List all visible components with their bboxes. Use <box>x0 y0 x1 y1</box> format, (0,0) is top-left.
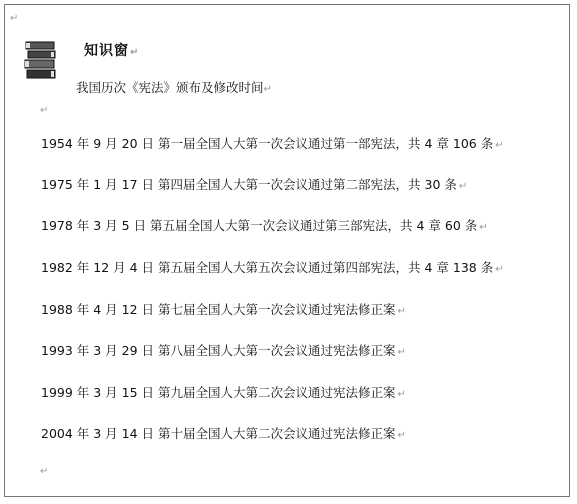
paragraph-mark: ↵ <box>495 264 504 275</box>
history-entry <box>41 258 504 276</box>
entry-text: 1954 年 9 月 20 日 第一届全国人大第一次会议通过第一部宪法，共 4 章 106 条 <box>41 136 494 151</box>
paragraph-mark: ↵ <box>130 47 140 58</box>
entry-text: 2004 年 3 月 14 日 第十届全国人大第二次会议通过宪法修正案 <box>41 426 396 441</box>
history-entry <box>41 134 504 152</box>
paragraph-mark: ↵ <box>479 222 488 233</box>
paragraph-mark: ↵ <box>263 84 272 95</box>
paragraph-mark: ↵ <box>397 389 406 400</box>
entry-text: 1993 年 3 月 29 日 第八届全国人大第一次会议通过宪法修正案 <box>41 343 396 358</box>
history-entry <box>41 300 406 318</box>
entry-text: 1975 年 1 月 17 日 第四届全国人大第一次会议通过第二部宪法，共 30 条 <box>41 177 457 192</box>
history-entry <box>41 383 406 401</box>
books-icon <box>23 40 59 80</box>
history-entry <box>41 175 467 193</box>
heading-title <box>84 40 139 60</box>
paragraph-mark: ↵ <box>40 105 49 116</box>
entry-text: 1978 年 3 月 5 日 第五届全国人大第一次会议通过第三部宪法，共 4 章 60 条 <box>41 218 478 233</box>
paragraph-mark: ↵ <box>10 13 19 24</box>
subtitle <box>76 78 272 96</box>
paragraph-mark: ↵ <box>458 181 468 192</box>
paragraph-mark: ↵ <box>495 140 504 151</box>
history-entry <box>41 341 406 359</box>
entry-text: 1988 年 4 月 12 日 第七届全国人大第一次会议通过宪法修正案 <box>41 302 396 317</box>
subtitle-text: 我国历次《宪法》颁布及修改时间 <box>76 80 264 95</box>
paragraph-mark: ↵ <box>40 466 49 477</box>
paragraph-mark: ↵ <box>397 306 406 317</box>
entry-text: 1999 年 3 月 15 日 第九届全国人大第二次会议通过宪法修正案 <box>41 385 396 400</box>
history-entry <box>41 216 488 234</box>
paragraph-mark: ↵ <box>397 347 406 358</box>
heading-text: 知识窗 <box>84 43 129 59</box>
history-entry <box>41 424 406 442</box>
paragraph-mark: ↵ <box>397 430 406 441</box>
entry-text: 1982 年 12 月 4 日 第五届全国人大第五次会议通过第四部宪法，共 4 章 138 条 <box>41 260 494 275</box>
